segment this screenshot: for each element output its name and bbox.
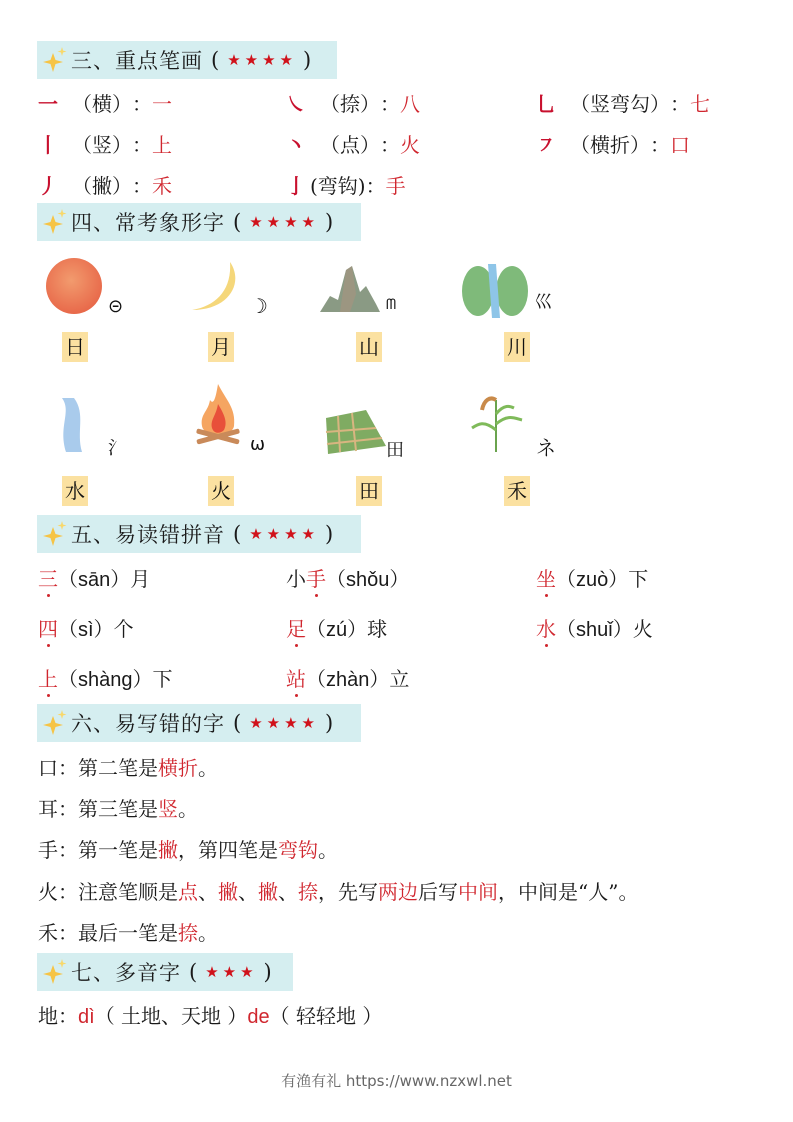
text: 后写: [418, 880, 458, 904]
footer-watermark: 有渔有礼 https://www.nzxwl.net: [281, 1072, 512, 1090]
stroke-item: 亅 (弯钩) ： 手: [286, 170, 406, 199]
crescent-moon-illustration: [186, 260, 242, 316]
stroke-item: 乚 （竖弯勾） ： 七: [536, 88, 710, 117]
pinyin-item: 四 （sì） 个: [38, 613, 134, 642]
pinyin-item: 站 （zhàn） 立: [286, 663, 409, 692]
stroke-item: 丿 （撇） ： 禾: [38, 170, 172, 199]
sparkle-icon: [41, 519, 69, 549]
stroke-glyph: 亅: [286, 174, 306, 198]
pinyin-item: 坐 （zuò） 下: [536, 563, 648, 592]
pinyin-item: 三 （sān） 月: [38, 563, 150, 592]
section-header-strokes: 三、重点笔画 ( ★★★★ ): [37, 41, 337, 79]
rule-line: [38, 917, 218, 946]
text: ，中间是“人”。: [498, 880, 639, 904]
pictograph-label: 火: [208, 476, 234, 506]
section-title: 三、重点笔画: [71, 49, 203, 73]
sparkle-icon: [41, 207, 69, 237]
sparkle-icon: [41, 957, 69, 987]
stroke-glyph: 乚: [536, 92, 556, 116]
text: 。: [318, 838, 338, 862]
text: 。: [178, 797, 198, 821]
highlight-text: 撇: [158, 838, 178, 862]
section-title: 六、易写错的字: [71, 712, 225, 736]
stroke-item: 一 （横） ： 一: [38, 88, 172, 117]
stroke-glyph: ㇏: [286, 92, 306, 116]
text: 口：第二笔是: [38, 756, 158, 780]
section-header-pictographs: 四、常考象形字 ( ★★★★ ): [37, 203, 361, 241]
section-header-miswritten: 六、易写错的字 ( ★★★★ ): [37, 704, 361, 742]
highlight-text: 两边: [378, 880, 418, 904]
rule-line: [38, 876, 638, 905]
highlight-text: 中间: [458, 880, 498, 904]
ancient-glyph-grain: ネ: [536, 436, 556, 460]
stroke-item: ㇏ （捺） ： 八: [286, 88, 420, 117]
highlight-text: 捺: [298, 880, 318, 904]
text: 、: [198, 880, 218, 904]
stroke-glyph: 丨: [38, 133, 58, 157]
section-header-polyphones: 七、多音字 ( ★★★ ): [37, 953, 293, 991]
highlight-text: 弯钩: [278, 838, 318, 862]
text: 。: [198, 756, 218, 780]
highlight-text: 竖: [158, 797, 178, 821]
text: 、: [278, 880, 298, 904]
rule-line: [38, 834, 338, 863]
text: 禾：最后一笔是: [38, 921, 178, 945]
section-title: 四、常考象形字: [71, 211, 225, 235]
water-illustration: [56, 396, 88, 454]
pinyin-item: 水 （shuǐ） 火: [536, 613, 653, 642]
star-rating: ★★★★: [249, 213, 319, 231]
ancient-glyph-river: 巛: [534, 292, 552, 313]
pictograph-label: 禾: [504, 476, 530, 506]
grain-plant-illustration: [470, 390, 524, 454]
rule-line: [38, 752, 218, 781]
pinyin-item: 足 （zú） 球: [286, 613, 387, 642]
campfire-illustration: [190, 382, 246, 452]
section-title: 七、多音字: [71, 961, 181, 985]
text: 、: [238, 880, 258, 904]
river-illustration: [462, 264, 528, 318]
pinyin-item: 小 手 （shǒu）: [286, 563, 409, 592]
ancient-glyph-mountain: ᗰ: [386, 297, 397, 313]
stroke-item: 丶 （点） ： 火: [286, 129, 420, 158]
text: ，第四笔是: [178, 838, 278, 862]
stroke-item: ㇇ （横折） ： 口: [536, 129, 690, 158]
text: 耳：第三笔是: [38, 797, 158, 821]
pictograph-label: 水: [62, 476, 88, 506]
ancient-glyph-field: 田: [386, 440, 404, 461]
pictograph-label: 田: [356, 476, 382, 506]
field-illustration: [322, 408, 388, 456]
text: ，先写: [318, 880, 378, 904]
ancient-glyph-fire: ω: [250, 434, 266, 455]
text: 火：注意笔顺是: [38, 880, 178, 904]
ancient-glyph-water: ⺡: [108, 438, 126, 459]
mountain-illustration: [320, 264, 386, 314]
text: 手：第一笔是: [38, 838, 158, 862]
stroke-glyph: 一: [38, 92, 58, 116]
star-rating: ★★★★: [227, 51, 297, 69]
star-rating: ★★★★: [249, 525, 319, 543]
section-title: 五、易读错拼音: [71, 523, 225, 547]
stroke-glyph: 丶: [286, 133, 306, 157]
stroke-glyph: ㇇: [536, 133, 556, 157]
pinyin-item: 上 （shàng） 下: [38, 663, 173, 692]
ancient-glyph-sun: ⊝: [108, 296, 124, 317]
pictograph-label: 日: [62, 332, 88, 362]
pictograph-label: 月: [208, 332, 234, 362]
stroke-item: 丨 （竖） ： 上: [38, 129, 172, 158]
rule-line: [38, 793, 198, 822]
highlight-text: 撇: [258, 880, 278, 904]
highlight-text: 横折: [158, 756, 198, 780]
pictograph-label: 山: [356, 332, 382, 362]
star-rating: ★★★: [205, 963, 258, 981]
polyphone-line: 地：dì（ 土地、天地 ）de（ 轻轻地 ）: [38, 1004, 383, 1028]
star-rating: ★★★★: [249, 714, 319, 732]
section-header-pinyin: 五、易读错拼音 ( ★★★★ ): [37, 515, 361, 553]
pictograph-label: 川: [504, 332, 530, 362]
ancient-glyph-moon: ☽: [250, 294, 268, 318]
sparkle-icon: [41, 708, 69, 738]
sun-illustration: [44, 256, 104, 316]
stroke-glyph: 丿: [38, 174, 58, 198]
sparkle-icon: [41, 45, 69, 75]
highlight-text: 捺: [178, 921, 198, 945]
highlight-text: 点: [178, 880, 198, 904]
highlight-text: 撇: [218, 880, 238, 904]
text: 。: [198, 921, 218, 945]
